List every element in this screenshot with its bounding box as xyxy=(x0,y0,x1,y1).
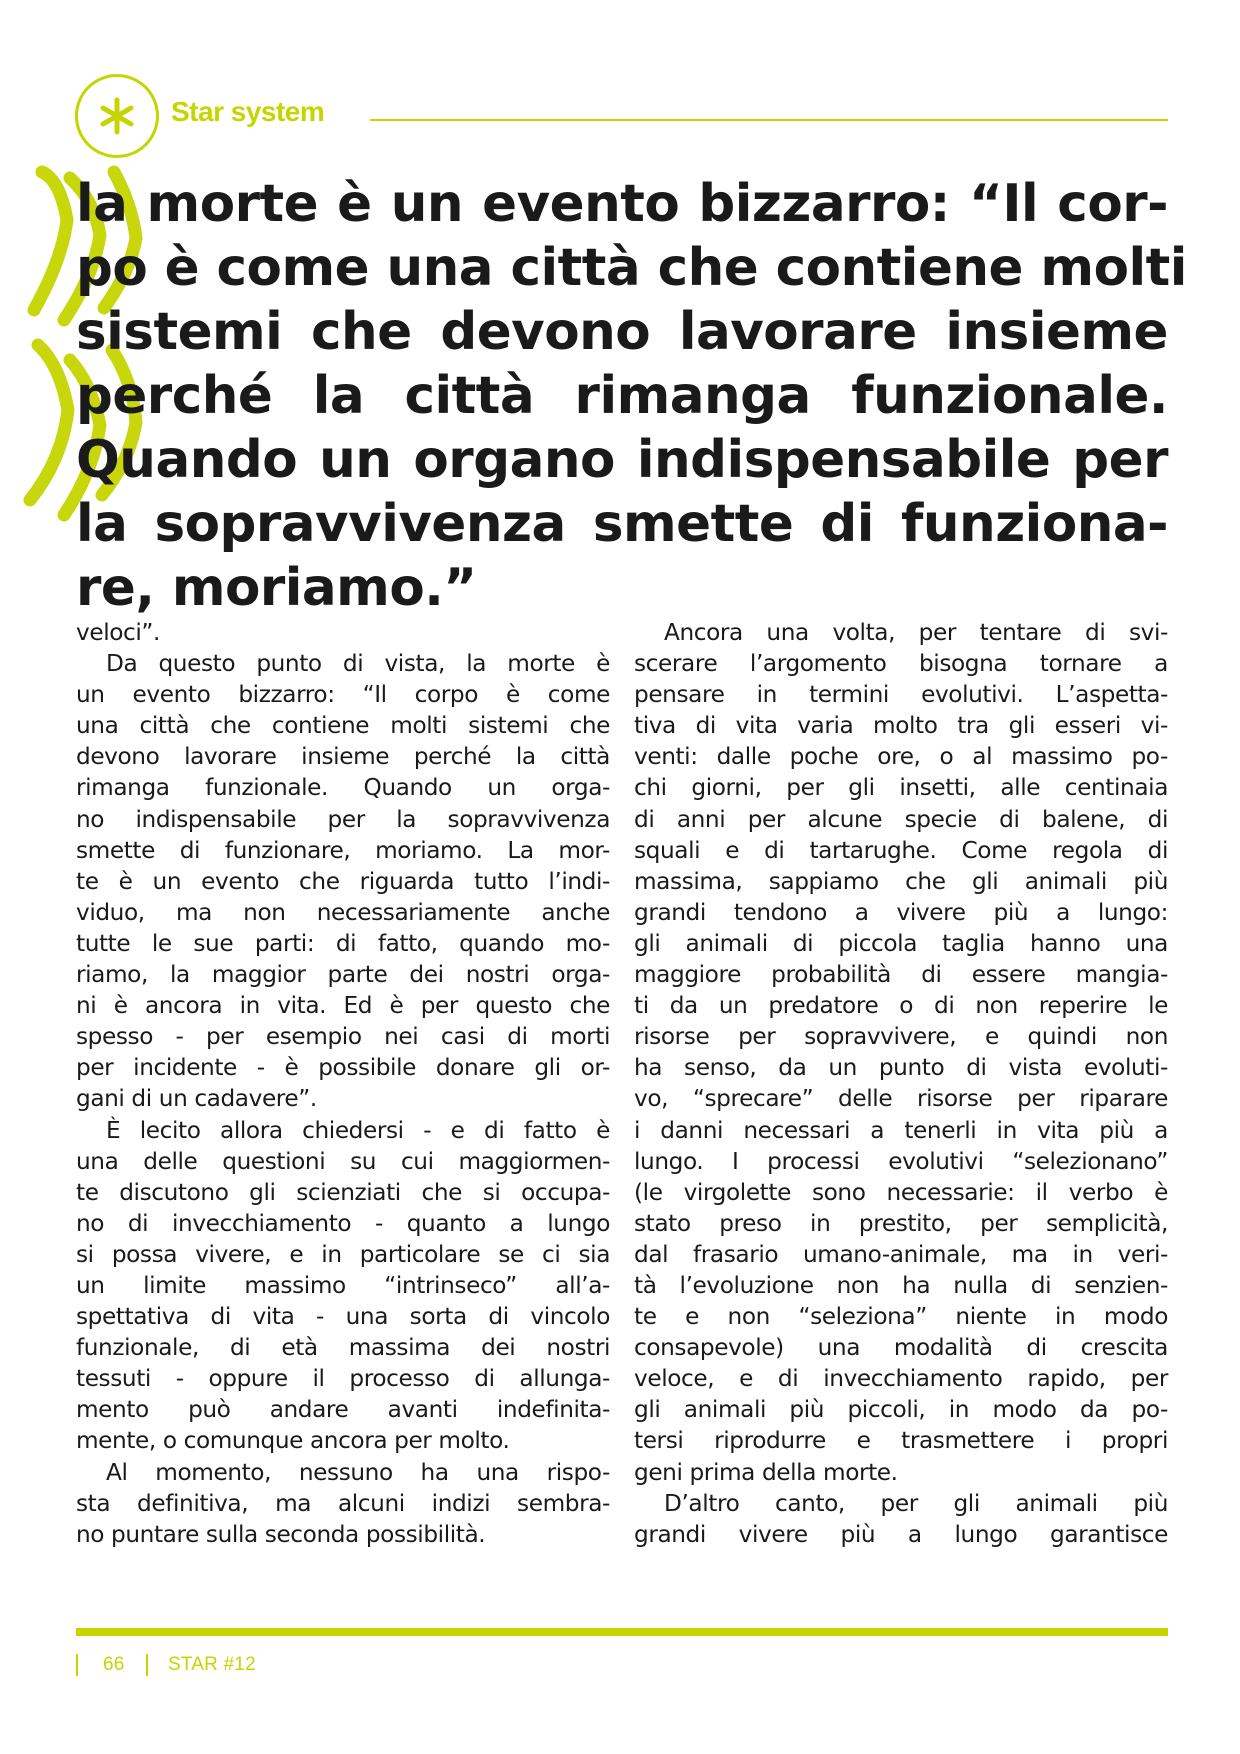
text-line: risorse per sopravvivere, e quindi non xyxy=(634,1023,1168,1051)
footer-rule xyxy=(76,1628,1168,1636)
text-line: viduo, ma non necessariamente anche xyxy=(76,898,610,926)
text-line: ti da un predatore o di non reperire le xyxy=(634,992,1168,1020)
text-line: per incidente - è possibile donare gli or- xyxy=(76,1054,610,1082)
text-line: no di invecchiamento - quanto a lungo xyxy=(76,1209,610,1237)
article-column-right xyxy=(634,617,1168,1550)
footer-divider xyxy=(76,1654,78,1676)
text-line: È lecito allora chiedersi - e di fatto è xyxy=(106,1116,610,1144)
text-line: gani di un cadavere”. xyxy=(76,1085,317,1113)
pull-quote-line: perché la città rimanga funzionale. xyxy=(76,366,1168,426)
text-line: grandi vivere più a lungo garantisce xyxy=(634,1520,1168,1548)
text-line: Al momento, nessuno ha una rispo- xyxy=(106,1458,610,1486)
text-line: chi giorni, per gli insetti, alle centinaia xyxy=(634,774,1168,802)
text-line: grandi tendono a vivere più a lungo: xyxy=(634,898,1168,926)
asterisk-icon xyxy=(98,97,136,135)
text-line: tersi riprodurre e trasmettere i propri xyxy=(634,1427,1168,1455)
text-line: spettativa di vita - una sorta di vincolo xyxy=(76,1303,610,1331)
text-line: scerare l’argomento bisogna tornare a xyxy=(634,650,1168,678)
text-line: tessuti - oppure il processo di allunga- xyxy=(76,1365,610,1393)
section-badge xyxy=(75,74,159,158)
text-line: stato preso in prestito, per semplicità, xyxy=(634,1209,1168,1237)
text-line: maggiore probabilità di essere mangia- xyxy=(634,961,1168,989)
text-line: venti: dalle poche ore, o al massimo po- xyxy=(634,743,1168,771)
article-column-left xyxy=(76,617,610,1550)
pull-quote-line: la morte è un evento bizzarro: “Il cor- xyxy=(76,174,1168,234)
text-line: (le virgolette sono necessarie: il verbo è xyxy=(634,1178,1168,1206)
text-line: Ancora una volta, per tentare di svi- xyxy=(664,619,1168,646)
pull-quote-line: re, moriamo.” xyxy=(76,558,477,618)
text-line: tà l’evoluzione non ha nulla di senzien- xyxy=(634,1271,1168,1299)
text-line: vo, “sprecare” delle risorse per riparare xyxy=(634,1085,1168,1113)
text-line: tutte le sue parti: di fatto, quando mo- xyxy=(76,929,610,957)
text-line: smette di funzionare, moriamo. La mor- xyxy=(76,836,610,864)
text-line: tiva di vita varia molto tra gli esseri vi- xyxy=(634,712,1168,740)
text-line: i danni necessari a tenerli in vita più a xyxy=(634,1116,1168,1144)
text-line: no puntare sulla seconda possibilità. xyxy=(76,1520,486,1548)
text-line: sta definitiva, ma alcuni indizi sembra- xyxy=(76,1489,610,1517)
section-label: Star system xyxy=(171,96,325,127)
text-line: spesso - per esempio nei casi di morti xyxy=(76,1023,610,1051)
text-line: no indispensabile per la sopravvivenza xyxy=(76,805,610,833)
text-line: di anni per alcune specie di balene, di xyxy=(634,805,1168,833)
text-line: D’altro canto, per gli animali più xyxy=(664,1489,1168,1517)
text-line: riamo, la maggior parte dei nostri orga- xyxy=(76,961,610,989)
text-line: consapevole) una modalità di crescita xyxy=(634,1334,1168,1362)
text-line: pensare in termini evolutivi. L’aspetta- xyxy=(634,681,1168,709)
text-line: gli animali più piccoli, in modo da po- xyxy=(634,1396,1168,1424)
text-line: te è un evento che riguarda tutto l’indi- xyxy=(76,867,610,895)
page-number: 66 xyxy=(103,1654,125,1675)
text-line: devono lavorare insieme perché la città xyxy=(76,743,610,771)
pull-quote-line: sistemi che devono lavorare insieme xyxy=(76,302,1168,362)
text-line: rimanga funzionale. Quando un orga- xyxy=(76,774,610,802)
pull-quote xyxy=(76,172,1187,620)
text-line: veloci”. xyxy=(76,619,160,646)
text-line: un evento bizzarro: “Il corpo è come xyxy=(76,681,610,709)
pull-quote-line: po è come una città che contiene molti xyxy=(76,238,1187,298)
footer-divider xyxy=(146,1654,148,1676)
text-line: te discutono gli scienziati che si occupa- xyxy=(76,1178,610,1206)
text-line: si possa vivere, e in particolare se ci sia xyxy=(76,1240,610,1268)
text-line: Da questo punto di vista, la morte è xyxy=(106,650,610,678)
text-line: mento può andare avanti indefinita- xyxy=(76,1396,610,1424)
text-line: veloce, e di invecchiamento rapido, per xyxy=(634,1365,1168,1393)
text-line: gli animali di piccola taglia hanno una xyxy=(634,929,1168,957)
magazine-issue: STAR #12 xyxy=(168,1654,256,1675)
pull-quote-line: Quando un organo indispensabile per xyxy=(76,430,1168,490)
text-line: squali e di tartarughe. Come regola di xyxy=(634,836,1168,864)
text-line: un limite massimo “intrinseco” all’a- xyxy=(76,1271,610,1299)
header-rule xyxy=(370,119,1168,121)
text-line: ha senso, da un punto di vista evoluti- xyxy=(634,1054,1168,1082)
text-line: una città che contiene molti sistemi che xyxy=(76,712,610,740)
text-line: mente, o comunque ancora per molto. xyxy=(76,1427,510,1455)
text-line: geni prima della morte. xyxy=(634,1458,898,1486)
text-line: funzionale, di età massima dei nostri xyxy=(76,1334,610,1362)
text-line: una delle questioni su cui maggiormen- xyxy=(76,1147,610,1175)
text-line: ni è ancora in vita. Ed è per questo che xyxy=(76,992,610,1020)
pull-quote-line: la sopravvivenza smette di funziona- xyxy=(76,494,1168,554)
text-line: te e non “seleziona” niente in modo xyxy=(634,1303,1168,1331)
text-line: dal frasario umano-animale, ma in veri- xyxy=(634,1240,1168,1268)
text-line: lungo. I processi evolutivi “selezionano” xyxy=(634,1147,1168,1175)
text-line: massima, sappiamo che gli animali più xyxy=(634,867,1168,895)
